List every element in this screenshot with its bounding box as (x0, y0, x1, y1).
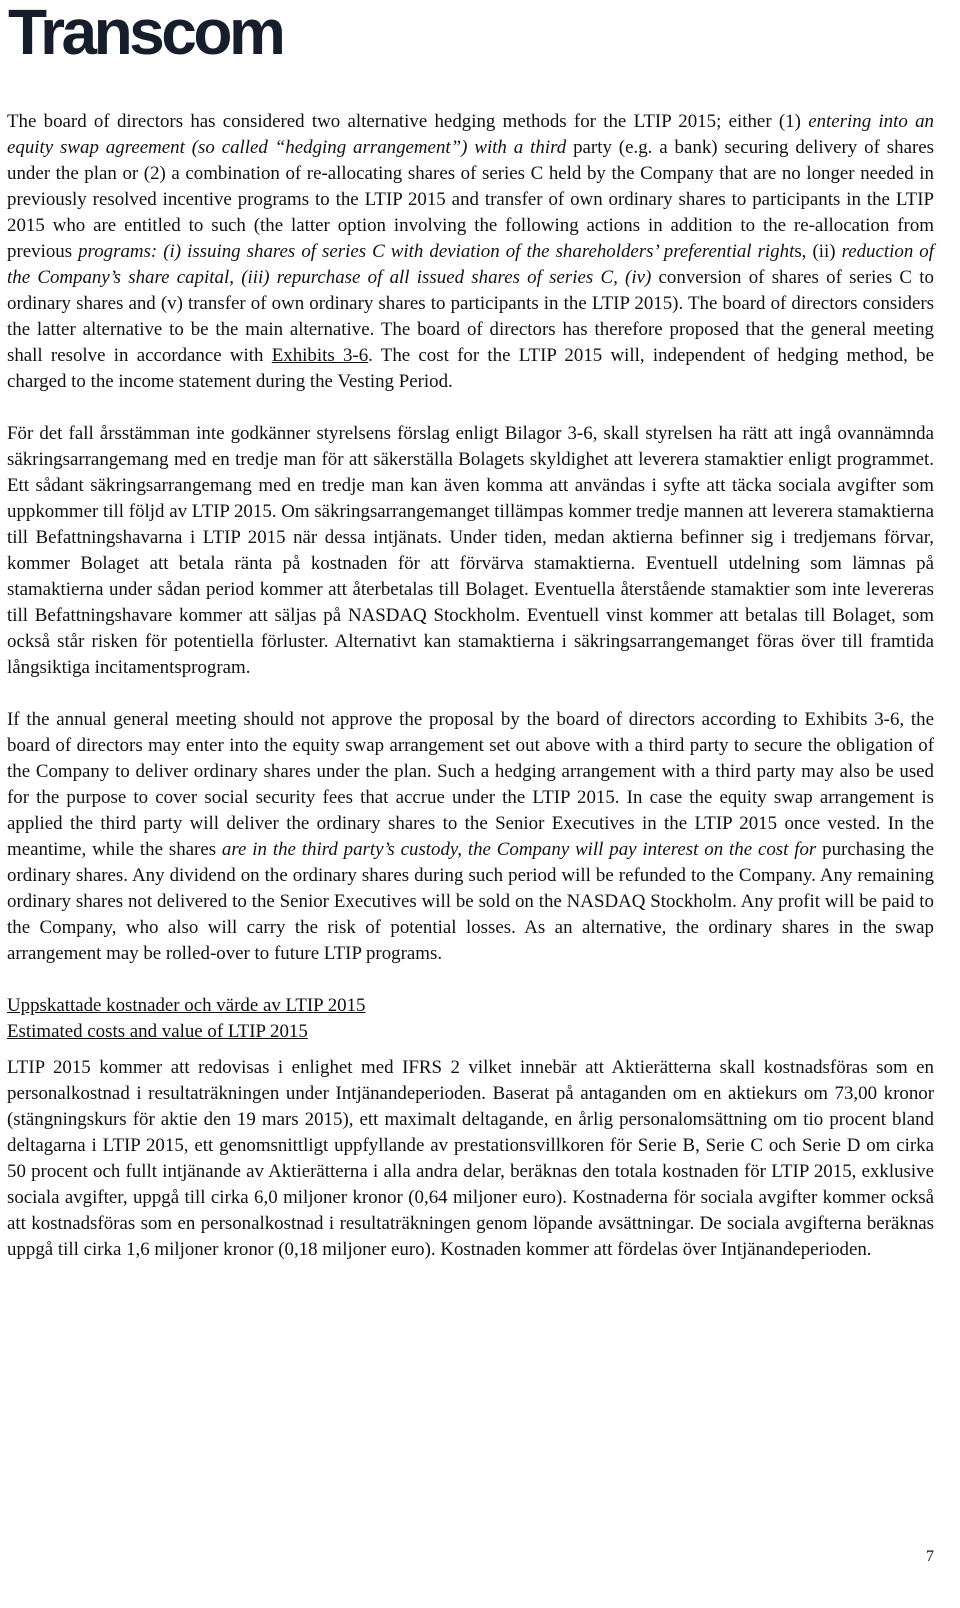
page-number: 7 (926, 1548, 934, 1565)
heading-swedish: Uppskattade kostnader och värde av LTIP 2015 (7, 995, 366, 1016)
paragraph-hedging-methods: The board of directors has considered two alternative hedging methods for the LTIP 2015; either (1) entering into an equity swap agreement (so called “hedging arrangement”) with a third party (e.g. a bank) securing delivery of shares under the plan or (2) a combination of re-allocating shares of series C held by the Company that are no longer needed in previously resolved incentive programs to the LTIP 2015 and transfer of own ordinary shares to participants in the LTIP 2015 who are entitled to such (the latter option involving the following actions in addition to the re-allocation from previous programs: (i) issuing shares of series C with deviation of the shareholders’ preferential rights, (ii) reduction of the Company’s share capital, (iii) repurchase of all issued shares of series C, (iv) conversion of shares of series C to ordinary shares and (v) transfer of own ordinary shares to participants in the LTIP 2015). The board of directors considers the latter alternative to be the main alternative. The board of directors has therefore proposed that the general meeting shall resolve in accordance with Exhibits 3-6. The cost for the LTIP 2015 will, independent of hedging method, be charged to the income statement during the Vesting Period. (7, 111, 934, 392)
document-body (7, 109, 934, 1263)
paragraph-estimated-costs: LTIP 2015 kommer att redovisas i enlighet med IFRS 2 vilket innebär att Aktierätterna skall kostnadsföras som en personalkostnad i resultaträkningen under Intjänandeperioden. Baserat på antaganden om en aktiekurs om 73,00 kronor (stängningskurs för aktie den 19 mars 2015), ett maximalt deltagande, en årlig personalomsättning om tio procent bland deltagarna i LTIP 2015, ett genomsnittligt uppfyllande av prestationsvillkoren för Serie B, Serie C och Serie D om cirka 50 procent och fullt intjänande av Aktierätterna i alla andra delar, beräknas den totala kostnaden för LTIP 2015, exklusive sociala avgifter, uppgå till cirka 6,0 miljoner kronor (0,64 miljoner euro). Kostnaderna för sociala avgifter kommer också att kostnadsföras som en personalkostnad i resultaträkningen genom löpande avsättningar. De sociala avgifterna beräknas uppgå till cirka 1,6 miljoner kronor (0,18 miljoner euro). Kostnaden kommer att fördelas över Intjänandeperioden. (7, 1057, 934, 1260)
section-heading (7, 993, 934, 1045)
exhibits-link[interactable]: Exhibits 3-6 (271, 345, 369, 366)
paragraph-swedish-hedging: För det fall årsstämman inte godkänner styrelsens förslag enligt Bilagor 3-6, skall styrelsen ha rätt att ingå ovannämnda säkringsarrangemang med en tredje man för att säkerställa Bolagets skyldighet att leverera stamaktier enligt programmet. Ett sådant säkringsarrangemang med en tredje man kan även komma att användas i syfte att täcka sociala avgifter som uppkommer till följd av LTIP 2015. Om säkringsarrangemanget tillämpas kommer tredje mannen att leverera stamaktierna till Befattningshavarna i LTIP 2015 när dessa intjänats. Under tiden, medan aktierna befinner sig i tredjemans förvar, kommer Bolaget att betala ränta på kostnaden för att förvärva stamaktierna. Eventuell utdelning som lämnas på stamaktierna under sådan period kommer att återbetalas till Bolaget. Eventuella återstående stamaktier som inte levereras till Befattningshavare kommer att säljas på NASDAQ Stockholm. Eventuell vinst kommer att betalas till Bolaget, som också står risken för potentiella förluster. Alternativt kan stamaktierna i säkringsarrangemanget föras över till framtida långsiktiga incitamentsprogram. (7, 423, 934, 678)
heading-english: Estimated costs and value of LTIP 2015 (7, 1021, 308, 1042)
paragraph-english-hedging: If the annual general meeting should not approve the proposal by the board of directors according to Exhibits 3-6, the board of directors may enter into the equity swap arrangement set out above with a third party to secure the obligation of the Company to deliver ordinary shares under the plan. Such a hedging arrangement with a third party may also be used for the purpose to cover social security fees that accrue under the LTIP 2015. In case the equity swap arrangement is applied the third party will deliver the ordinary shares to the Senior Executives in the LTIP 2015 once vested. In the meantime, while the shares are in the third party’s custody, the Company will pay interest on the cost for purchasing the ordinary shares. Any dividend on the ordinary shares during such period will be refunded to the Company. Any remaining ordinary shares not delivered to the Senior Executives will be sold on the NASDAQ Stockholm. Any profit will be paid to the Company, who also will carry the risk of potential losses. As an alternative, the ordinary shares in the swap arrangement may be rolled-over to future LTIP programs. (7, 709, 934, 964)
transcom-logo: Transcom (8, 0, 283, 68)
